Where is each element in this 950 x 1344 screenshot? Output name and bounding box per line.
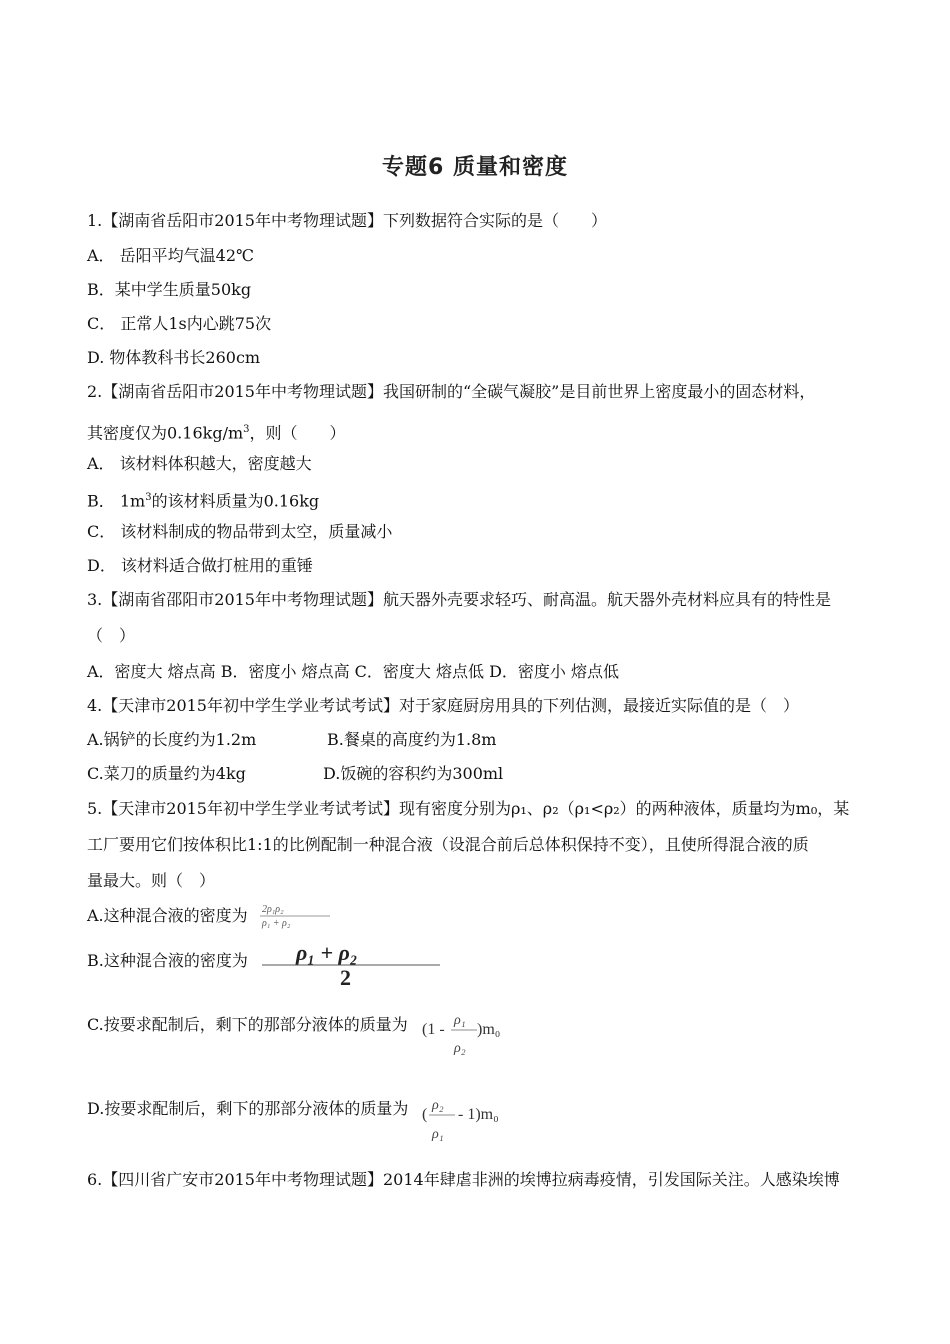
- q5-option-d: D.按要求配制后，剩下的那部分液体的质量为: [87, 1099, 409, 1118]
- q2-option-b-sup: 3: [145, 492, 152, 503]
- q5-option-c: C.按要求配制后，剩下的那部分液体的质量为: [87, 1015, 408, 1034]
- q5-formula-c: [420, 1008, 520, 1060]
- q5-formula-c-denominator: ρ₂: [454, 1041, 466, 1056]
- q5-formula-d-open: (: [422, 1106, 428, 1123]
- q4-stem: 4.【天津市2015年初中学生学业考试考试】对于家庭厨房用具的下列估测，最接近实际值的是（ ）: [87, 696, 799, 715]
- q5-stem-line2: 工厂要用它们按体积比1:1的比例配制一种混合液（设混合前后总体积保持不变），且使所得混合液的质: [87, 835, 809, 854]
- q2-option-b: [87, 488, 319, 511]
- q5-formula-c-open: (1 -: [422, 1021, 445, 1038]
- q1-option-c: C． 正常人1s内心跳75次: [87, 314, 272, 333]
- q5-option-b: B.这种混合液的密度为: [87, 951, 248, 970]
- q5-stem-line1: 5.【天津市2015年初中学生学业考试考试】现有密度分别为ρ₁、ρ₂（ρ₁<ρ₂）的两种液体，质量均为m₀，某: [87, 799, 850, 818]
- q4-option-b: B.餐桌的高度约为1.8m: [327, 730, 497, 749]
- q2-option-b-post: 的该材料质量为0.16kg: [151, 491, 320, 511]
- q4-option-d: D.饭碗的容积约为300ml: [323, 764, 504, 783]
- q2-stem-line1: 2.【湖南省岳阳市2015年中考物理试题】我国研制的“全碳气凝胶”是目前世界上密度最小的固态材料，: [87, 382, 816, 401]
- q5-option-a: A.这种混合液的密度为: [87, 906, 248, 925]
- q4-options-row1: [87, 730, 496, 750]
- q2-stem-text: 其密度仅为0.16kg/m: [87, 423, 244, 443]
- q1-option-b: B．某中学生质量50kg: [87, 280, 252, 299]
- q2-stem-sup: 3: [243, 424, 250, 435]
- q1-option-d: D. 物体教科书长260cm: [87, 348, 261, 367]
- q5-formula-b: [258, 938, 442, 988]
- q5-formula-d-numerator: ρ₂: [432, 1098, 444, 1113]
- q3-stem-line1: 3.【湖南省邵阳市2015年中考物理试题】航天器外壳要求轻巧、耐高温。航天器外壳材料应具有的特性是: [87, 590, 831, 609]
- q1-stem: 1.【湖南省岳阳市2015年中考物理试题】下列数据符合实际的是（ ）: [87, 211, 607, 230]
- q2-option-d: D． 该材料适合做打桩用的重锤: [87, 556, 313, 575]
- q3-stem-line2: （ ）: [87, 626, 136, 645]
- q5-formula-d: [420, 1093, 520, 1147]
- q5-formula-a: [258, 901, 338, 931]
- q6-stem-line1: 6.【四川省广安市2015年中考物理试题】2014年肆虐非洲的埃博拉病毒疫情，引发国际关注。人感染埃博: [87, 1170, 840, 1189]
- q5-stem-line3: 量最大。则（ ）: [87, 871, 216, 890]
- q5-formula-d-denominator: ρ₁: [432, 1127, 444, 1142]
- q1-option-a: A． 岳阳平均气温42℃: [87, 246, 254, 265]
- q2-option-c: C． 该材料制成的物品带到太空，质量减小: [87, 522, 393, 541]
- q5-formula-c-numerator: ρ₁: [454, 1013, 466, 1028]
- q5-formula-d-close: - 1)m₀: [458, 1106, 499, 1123]
- q2-stem-line2: [87, 420, 346, 443]
- q5-formula-b-denominator: 2: [340, 965, 351, 988]
- q5-formula-b-numerator: ρ₁ + ρ₂: [296, 940, 358, 965]
- q3-options: A．密度大 熔点高 B．密度小 熔点高 C．密度大 熔点低 D．密度小 熔点低: [87, 662, 619, 681]
- q4-options-row2: [87, 764, 503, 784]
- q5-formula-a-numerator: 2ρ₁ρ₂: [262, 904, 284, 915]
- q2-option-a: A． 该材料体积越大，密度越大: [87, 454, 312, 473]
- q2-stem-tail: ，则（ ）: [249, 423, 346, 443]
- q2-option-b-pre: B． 1m: [87, 491, 146, 511]
- q5-formula-a-denominator: ρ₁ + ρ₂: [262, 918, 291, 929]
- q4-option-c: C.菜刀的质量约为4kg: [87, 764, 246, 783]
- q5-formula-c-close: )m₀: [477, 1021, 501, 1038]
- q4-option-a: A.锅铲的长度约为1.2m: [87, 730, 257, 749]
- page-title: 专题6 质量和密度: [382, 155, 568, 180]
